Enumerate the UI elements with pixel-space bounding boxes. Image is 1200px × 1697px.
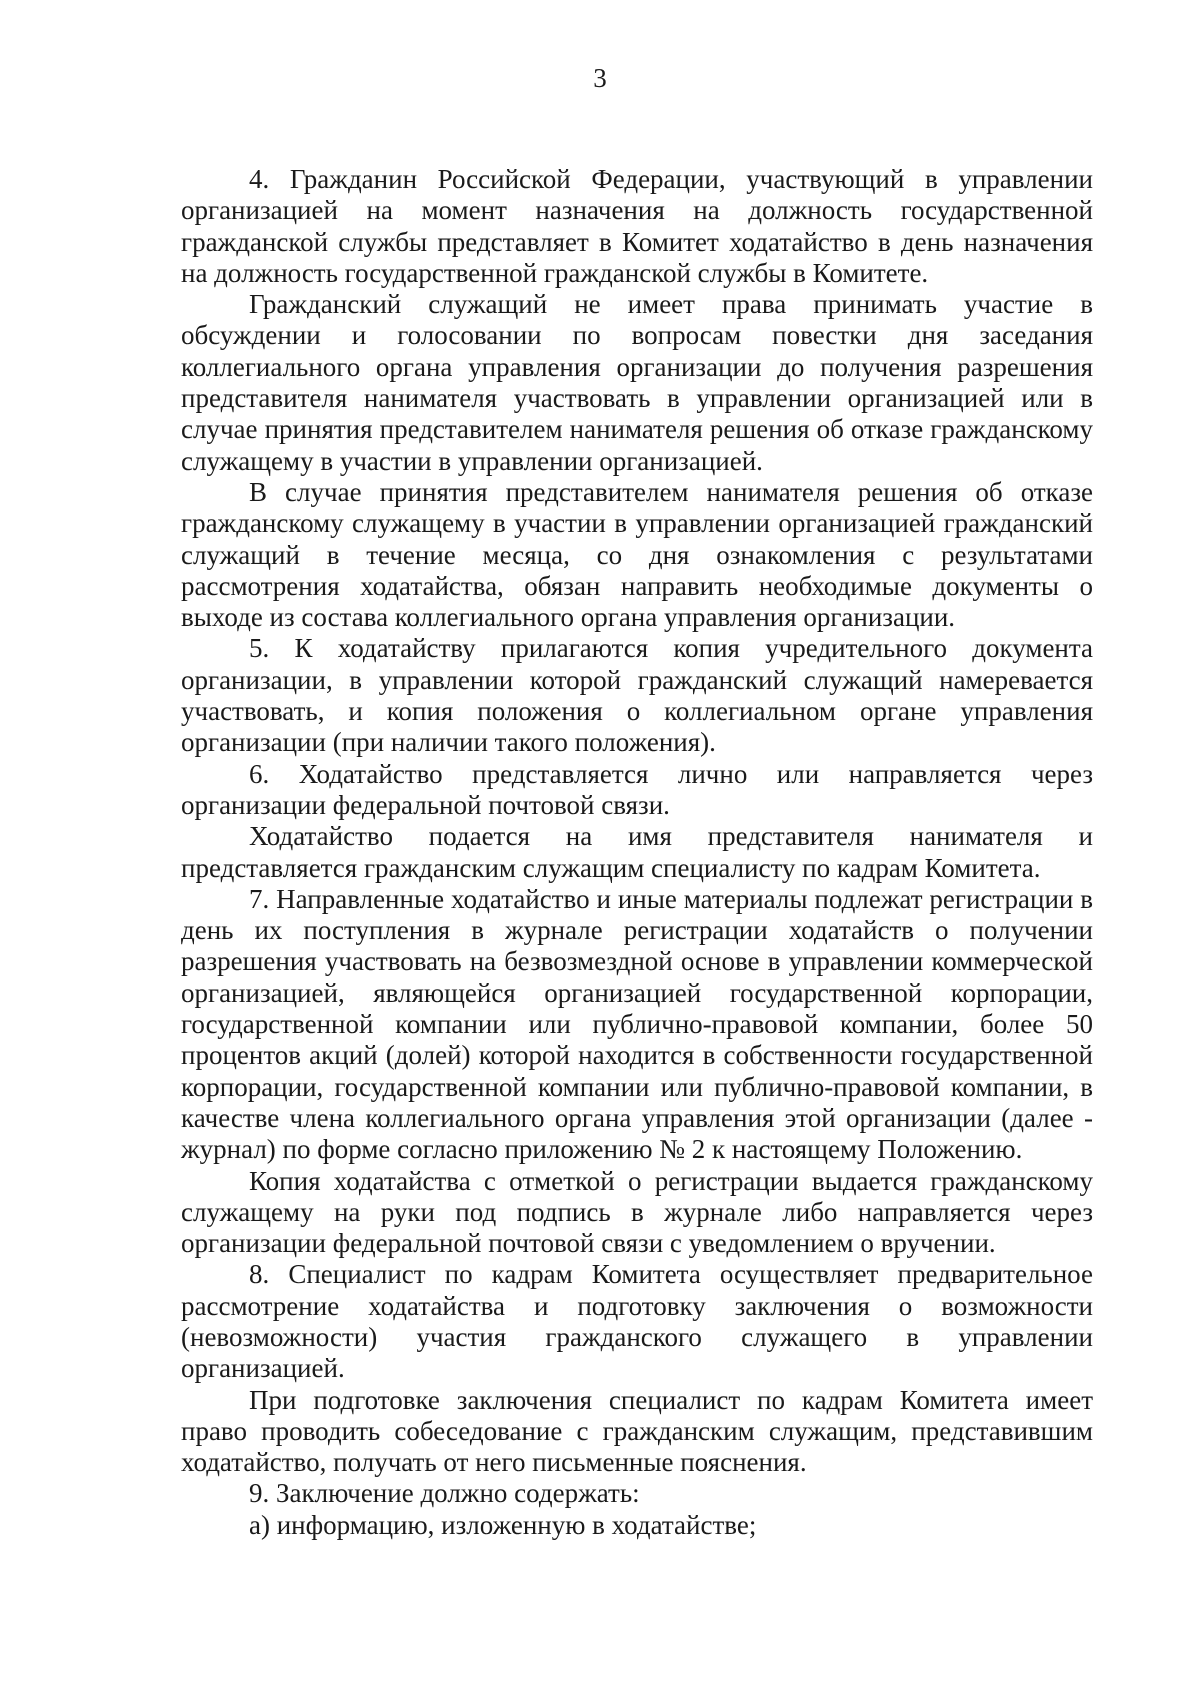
- paragraph-item-4: 4. Гражданин Российской Федерации, участвующий в управлении организацией на момент назначения на должность государственной гражданской службы представляет в Комитет ходатайство в день назначения на должность государственной гражданской службы в Комитете.: [181, 164, 1093, 288]
- paragraph-petition-addressee: Ходатайство подается на имя представителя нанимателя и представляется гражданским служащим специалисту по кадрам Комитета.: [181, 821, 1093, 883]
- paragraph-subitem-a: а) информацию, изложенную в ходатайстве;: [249, 1509, 757, 1540]
- paragraph-item-7: 7. Направленные ходатайство и иные материалы подлежат регистрации в день их поступления в журнале регистрации ходатайств о получении разрешения участвовать на безвозмездной основе в управлении коммерческой организацией, являющейся организацией государственной корпорации, государственной компании или публично-правовой компании, более 50 процентов акций (долей) которой находится в собственности государственной корпорации, государственной компании или публично-правовой компании, в качестве члена коллегиального органа управления этой организации (далее - журнал) по форме согласно приложению № 2 к настоящему Положению.: [181, 883, 1093, 1165]
- paragraph-item-5: 5. К ходатайству прилагаются копия учредительного документа организации, в управлении которой гражданский служащий намеревается участвовать, и копия положения о коллегиальном органе управления организации (при наличии такого положения).: [181, 633, 1093, 758]
- paragraph-petition-copy: Копия ходатайства с отметкой о регистрации выдается гражданскому служащему на руки под подпись в журнале либо направляется через организации федеральной почтовой связи с уведомлением о вручении.: [181, 1165, 1093, 1259]
- paragraph-participation-restriction: Гражданский служащий не имеет права принимать участие в обсуждении и голосовании по вопросам повестки дня заседания коллегиального органа управления организации до получения разрешения представителя нанимателя участвовать в управлении организацией или в случае принятия представителем нанимателя решения об отказе гражданскому служащему в участии в управлении организацией.: [181, 289, 1093, 476]
- page-number: 3: [593, 63, 607, 93]
- paragraph-item-8: 8. Специалист по кадрам Комитета осуществляет предварительное рассмотрение ходатайства и подготовку заключения о возможности (невозможности) участия гражданского служащего в управлении организацией.: [181, 1259, 1093, 1384]
- paragraph-item-6: 6. Ходатайство представляется лично или направляется через организации федеральной почтовой связи.: [181, 758, 1093, 820]
- paragraph-item-9: 9. Заключение должно содержать:: [249, 1478, 640, 1509]
- paragraph-conclusion-preparation: При подготовке заключения специалист по кадрам Комитета имеет право проводить собеседование с гражданским служащим, представившим ходатайство, получать от него письменные пояснения.: [181, 1384, 1093, 1478]
- document-body: [181, 164, 1093, 1541]
- paragraph-refusal-consequence: В случае принятия представителем нанимателя решения об отказе гражданскому служащему в участии в управлении организацией гражданский служащий в течение месяца, со дня ознакомления с результатами рассмотрения ходатайства, обязан направить необходимые документы о выходе из состава коллегиального органа управления организации.: [181, 476, 1093, 633]
